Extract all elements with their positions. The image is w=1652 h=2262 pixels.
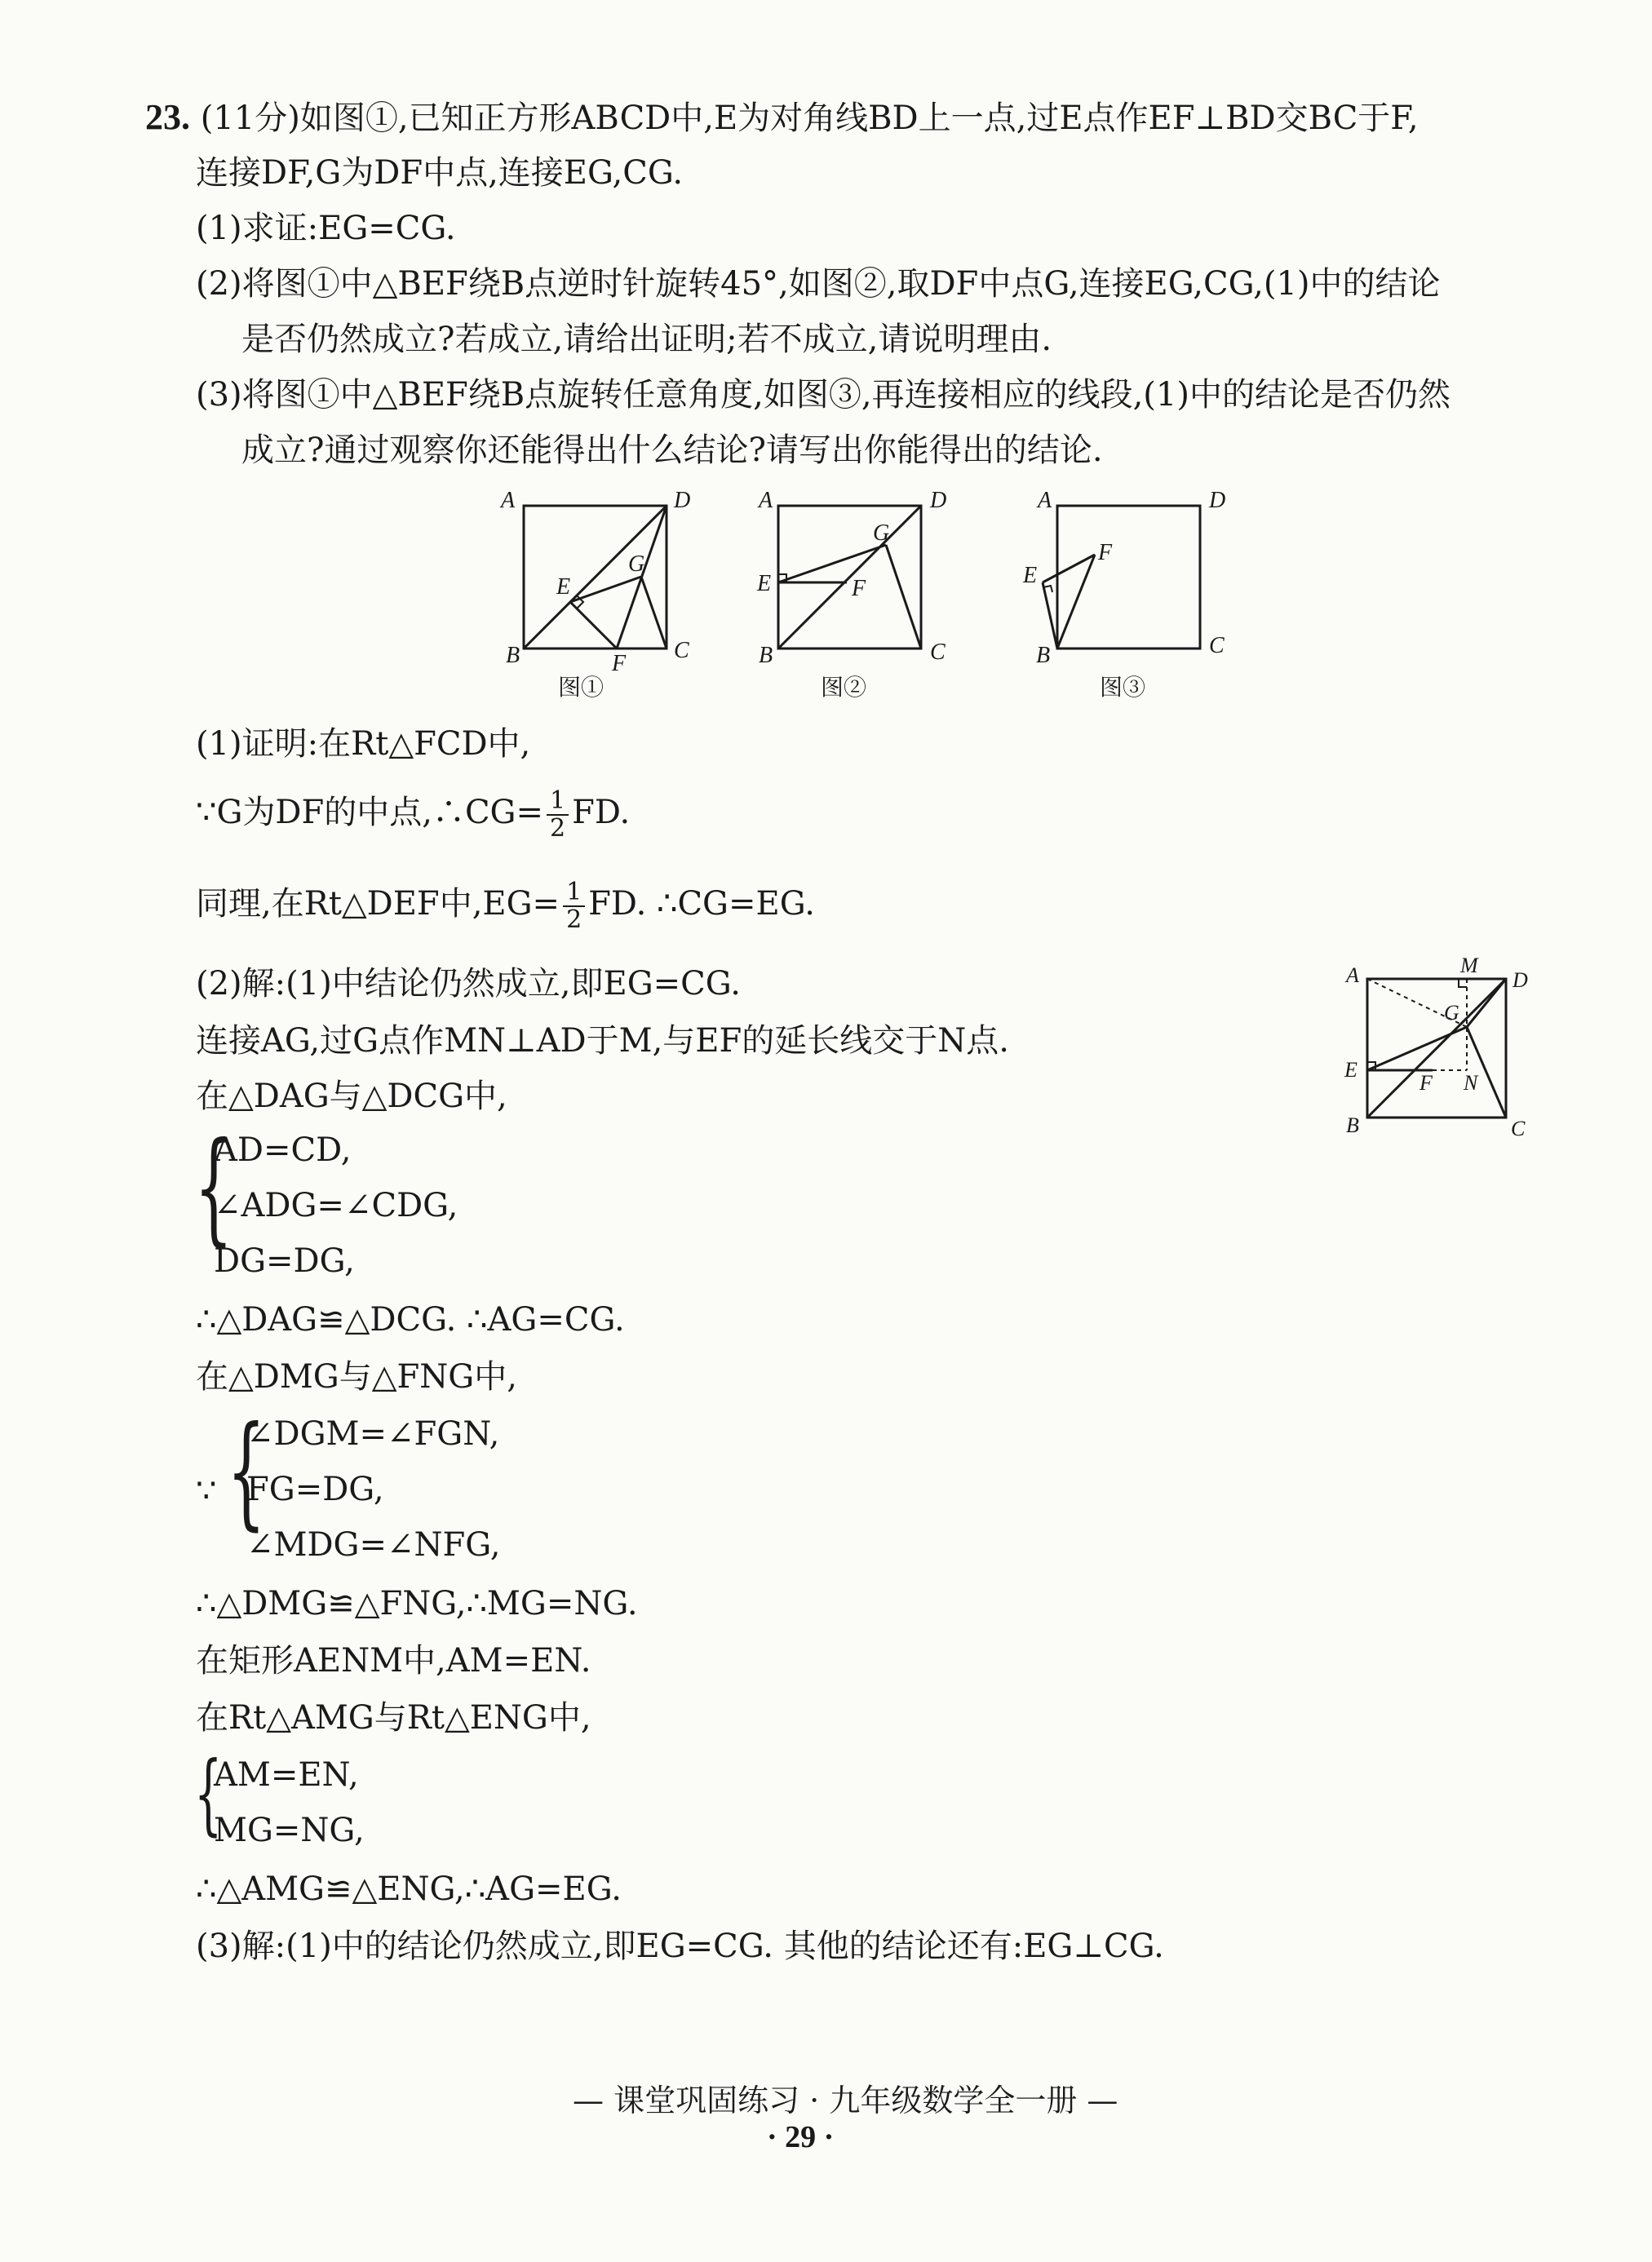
- label-f: F: [1419, 1071, 1433, 1095]
- text: FD. ∴CG=EG.: [588, 885, 815, 923]
- system-2-eq-1: ∠DGM=∠FGN,: [246, 1415, 500, 1453]
- book-title-footer: — 课堂巩固练习 · 九年级数学全一册 —: [573, 2083, 1118, 2118]
- label-f: F: [612, 651, 627, 676]
- system-1-eq-1: AD=CD,: [214, 1131, 352, 1169]
- solution-1-line-3: [196, 879, 815, 933]
- solution-2-line-9: ∴△AMG≌△ENG,∴AG=EG.: [196, 1870, 622, 1908]
- system-1-eq-2: ∠ADG=∠CDG,: [214, 1187, 458, 1224]
- solution-2-line-2: 连接AG,过G点作MN⊥AD于M,与EF的延长线交于N点.: [196, 1022, 1009, 1060]
- system-2-eq-3: ∠MDG=∠NFG,: [246, 1526, 501, 1564]
- figure-2-caption: 图②: [821, 674, 867, 701]
- text: 同理,在Rt△DEF中,EG=: [196, 885, 560, 923]
- label-b: B: [759, 643, 773, 668]
- system-2-eq-2: FG=DG,: [246, 1471, 384, 1508]
- solution-2-line-6: ∴△DMG≌△FNG,∴MG=NG.: [196, 1585, 638, 1622]
- label-g: G: [628, 551, 645, 577]
- part-3-line-1: (3)将图①中△BEF绕B点旋转任意角度,如图③,再连接相应的线段,(1)中的结论是否仍然: [196, 376, 1450, 414]
- question-line-1: [145, 96, 1419, 139]
- because-symbol: ∵: [196, 1472, 217, 1510]
- label-d: D: [674, 488, 691, 513]
- label-c: C: [674, 638, 689, 663]
- frac-denominator: 2: [566, 905, 582, 934]
- label-a: A: [759, 488, 773, 513]
- label-d: D: [1512, 968, 1528, 992]
- solution-3-line-1: (3)解:(1)中的结论仍然成立,即EG=CG. 其他的结论还有:EG⊥CG.: [196, 1928, 1164, 1965]
- solution-2-line-8: 在Rt△AMG与Rt△ENG中,: [196, 1699, 591, 1737]
- frac-numerator: 1: [547, 788, 569, 816]
- left-brace: {: [194, 1743, 223, 1845]
- solution-1-line-2: [196, 788, 630, 842]
- fraction-half: [563, 879, 585, 933]
- figure-4-diagram: [1338, 954, 1566, 1150]
- label-a: A: [1346, 963, 1359, 987]
- label-a: A: [1038, 488, 1052, 513]
- figure-1-diagram: [489, 481, 702, 710]
- part-1: (1)求证:EG=CG.: [196, 210, 456, 247]
- solution-1-line-1: (1)证明:在Rt△FCD中,: [196, 725, 531, 763]
- figure-1-caption: 图①: [558, 674, 605, 701]
- page-number: · 29 ·: [767, 2120, 835, 2154]
- label-g: G: [873, 520, 890, 546]
- frac-denominator: 2: [550, 814, 566, 843]
- solution-2-line-5: 在△DMG与△FNG中,: [196, 1358, 517, 1396]
- solution-2-line-3: 在△DAG与△DCG中,: [196, 1078, 507, 1115]
- figure-4: [1338, 954, 1566, 1150]
- system-3-eq-2: MG=NG,: [214, 1812, 365, 1849]
- solution-2-line-4: ∴△DAG≌△DCG. ∴AG=CG.: [196, 1301, 625, 1339]
- label-d: D: [1209, 488, 1226, 513]
- label-c: C: [1209, 633, 1225, 658]
- part-3-line-2: 成立?通过观察你还能得出什么结论?请写出你能得出的结论.: [241, 432, 1103, 469]
- figure-3-diagram: [1023, 481, 1235, 710]
- label-b: B: [506, 643, 520, 668]
- label-e: E: [757, 571, 772, 596]
- text: ∵G为DF的中点,∴CG=: [196, 794, 544, 831]
- label-e: E: [1023, 563, 1038, 588]
- question-number: 23.: [145, 97, 190, 137]
- question-text-1: (11分)如图①,已知正方形ABCD中,E为对角线BD上一点,过E点作EF⊥BD交BC于F,: [200, 100, 1419, 137]
- part-2-line-1: (2)将图①中△BEF绕B点逆时针旋转45°,如图②,取DF中点G,连接EG,CG,(1)中的结论: [196, 265, 1441, 303]
- system-3-eq-1: AM=EN,: [214, 1756, 359, 1794]
- label-e: E: [556, 574, 571, 600]
- figure-1: [489, 481, 702, 710]
- label-f: F: [852, 576, 866, 601]
- frac-numerator: 1: [563, 879, 585, 907]
- left-brace: {: [227, 1401, 266, 1543]
- solution-2-line-7: 在矩形AENM中,AM=EN.: [196, 1642, 591, 1680]
- solution-2-line-1: (2)解:(1)中结论仍然成立,即EG=CG.: [196, 965, 742, 1003]
- label-g: G: [1444, 1001, 1459, 1025]
- label-b: B: [1346, 1113, 1359, 1137]
- question-line-2: 连接DF,G为DF中点,连接EG,CG.: [196, 154, 684, 192]
- label-c: C: [930, 640, 946, 665]
- label-d: D: [930, 488, 947, 513]
- label-m: M: [1460, 954, 1478, 977]
- label-f: F: [1098, 540, 1113, 565]
- label-e: E: [1344, 1058, 1357, 1082]
- label-c: C: [1511, 1117, 1526, 1140]
- figure-2: [744, 481, 956, 710]
- figure-3: [1023, 481, 1235, 710]
- figure-2-diagram: [744, 481, 956, 710]
- left-brace: {: [194, 1117, 233, 1259]
- label-b: B: [1036, 643, 1051, 668]
- part-2-line-2: 是否仍然成立?若成立,请给出证明;若不成立,请说明理由.: [241, 321, 1052, 358]
- figure-3-caption: 图③: [1100, 674, 1146, 701]
- label-a: A: [501, 488, 516, 513]
- label-n: N: [1464, 1071, 1478, 1095]
- system-1-eq-3: DG=DG,: [214, 1242, 355, 1280]
- fraction-half: [547, 788, 569, 842]
- text: FD.: [572, 794, 631, 831]
